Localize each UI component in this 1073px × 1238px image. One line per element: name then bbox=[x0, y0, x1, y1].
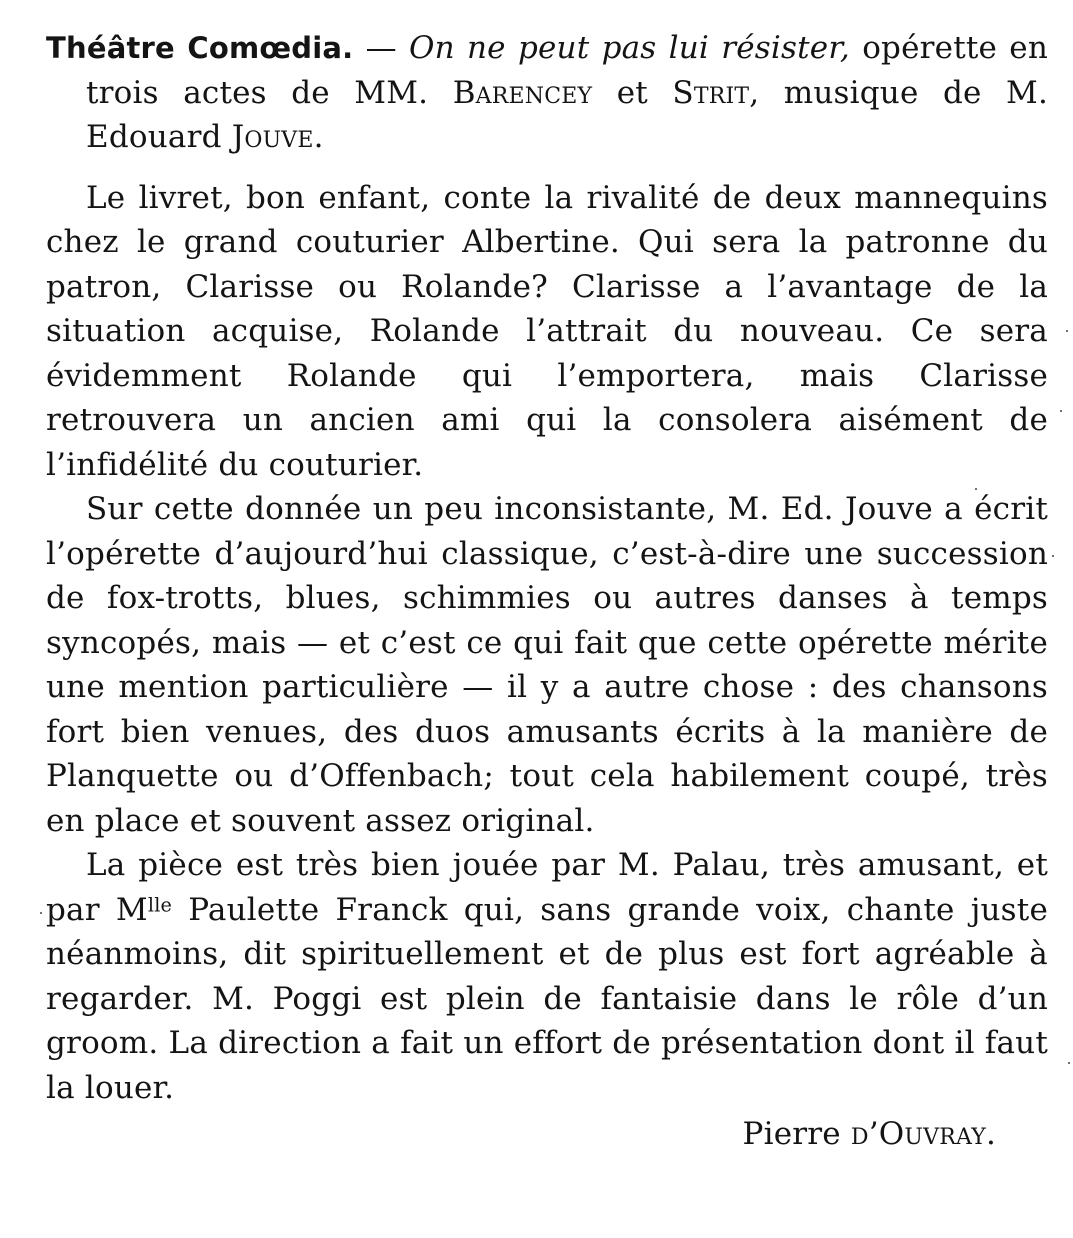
print-speck bbox=[1052, 555, 1054, 557]
paragraph-plot: Le livret, bon enfant, conte la rivalité de deux mannequins chez le grand couturier Albertine. Qui sera la patronne du patron, Clarisse ou Rolande? Clarisse a l’avantage de la situation acquise, Rolande l’attrait du nouveau. Ce sera évidemment Rolande qui l’emportera, mais Clarisse retrouvera un ancien ami qui la consolera aisément de l’infidélité du couturier. bbox=[46, 179, 1048, 483]
paragraph-music: Sur cette donnée un peu inconsistante, M. Ed. Jouve a écrit l’opérette d’aujourd’hui classique, c’est-à-dire une succession de fox-trotts, blues, schimmies ou autres danses à temps syncopés, mais — et c’est ce qui fait que cette opérette mérite une mention particulière — il y a autre chose : des chansons fort bien venues, des duos amusants écrits à la manière de Planquette ou d’Offenbach; tout cela habilement coupé, très en place et souvent assez original. bbox=[46, 491, 1048, 839]
header-end: . bbox=[313, 119, 324, 155]
review-column bbox=[46, 26, 1048, 1157]
signature bbox=[46, 1112, 1048, 1157]
print-speck bbox=[1060, 410, 1062, 412]
header-text-1: opérette en trois actes de MM. bbox=[86, 30, 1048, 111]
header-text-2: , musique de M. Edouard bbox=[86, 74, 1049, 155]
signature-first-name: Pierre bbox=[742, 1116, 851, 1152]
cast-text-1: La pièce est très bien jouée par M. Palau, très amusant, et par M bbox=[46, 847, 1048, 928]
composer-surname: Jouve bbox=[231, 119, 314, 155]
venue-name: Théâtre Comœdia. bbox=[46, 31, 354, 65]
print-speck bbox=[975, 488, 977, 490]
signature-end: . bbox=[985, 1116, 996, 1152]
paragraph-cast bbox=[46, 843, 1048, 1110]
author-barencey: Barencey bbox=[452, 74, 593, 111]
author-strit: Strit bbox=[672, 74, 750, 111]
header-dash: — bbox=[353, 30, 410, 66]
header-and: et bbox=[592, 74, 673, 111]
review-header bbox=[46, 26, 1048, 160]
print-speck bbox=[40, 912, 42, 914]
print-speck bbox=[1068, 1062, 1070, 1064]
print-speck bbox=[1066, 330, 1068, 332]
cast-text-2: Paulette Franck qui, sans grande voix, chante juste néanmoins, dit spirituellement et de plus est fort agréable à regarder. M. Poggi est plein de fantaisie dans le rôle d’un groom. La direction a fait un effort de présentation dont il faut la louer. bbox=[46, 891, 1048, 1106]
title-superscript: lle bbox=[147, 892, 173, 916]
operetta-title: On ne peut pas lui résister, bbox=[409, 30, 850, 66]
signature-surname: d’Ouvray bbox=[850, 1116, 986, 1152]
